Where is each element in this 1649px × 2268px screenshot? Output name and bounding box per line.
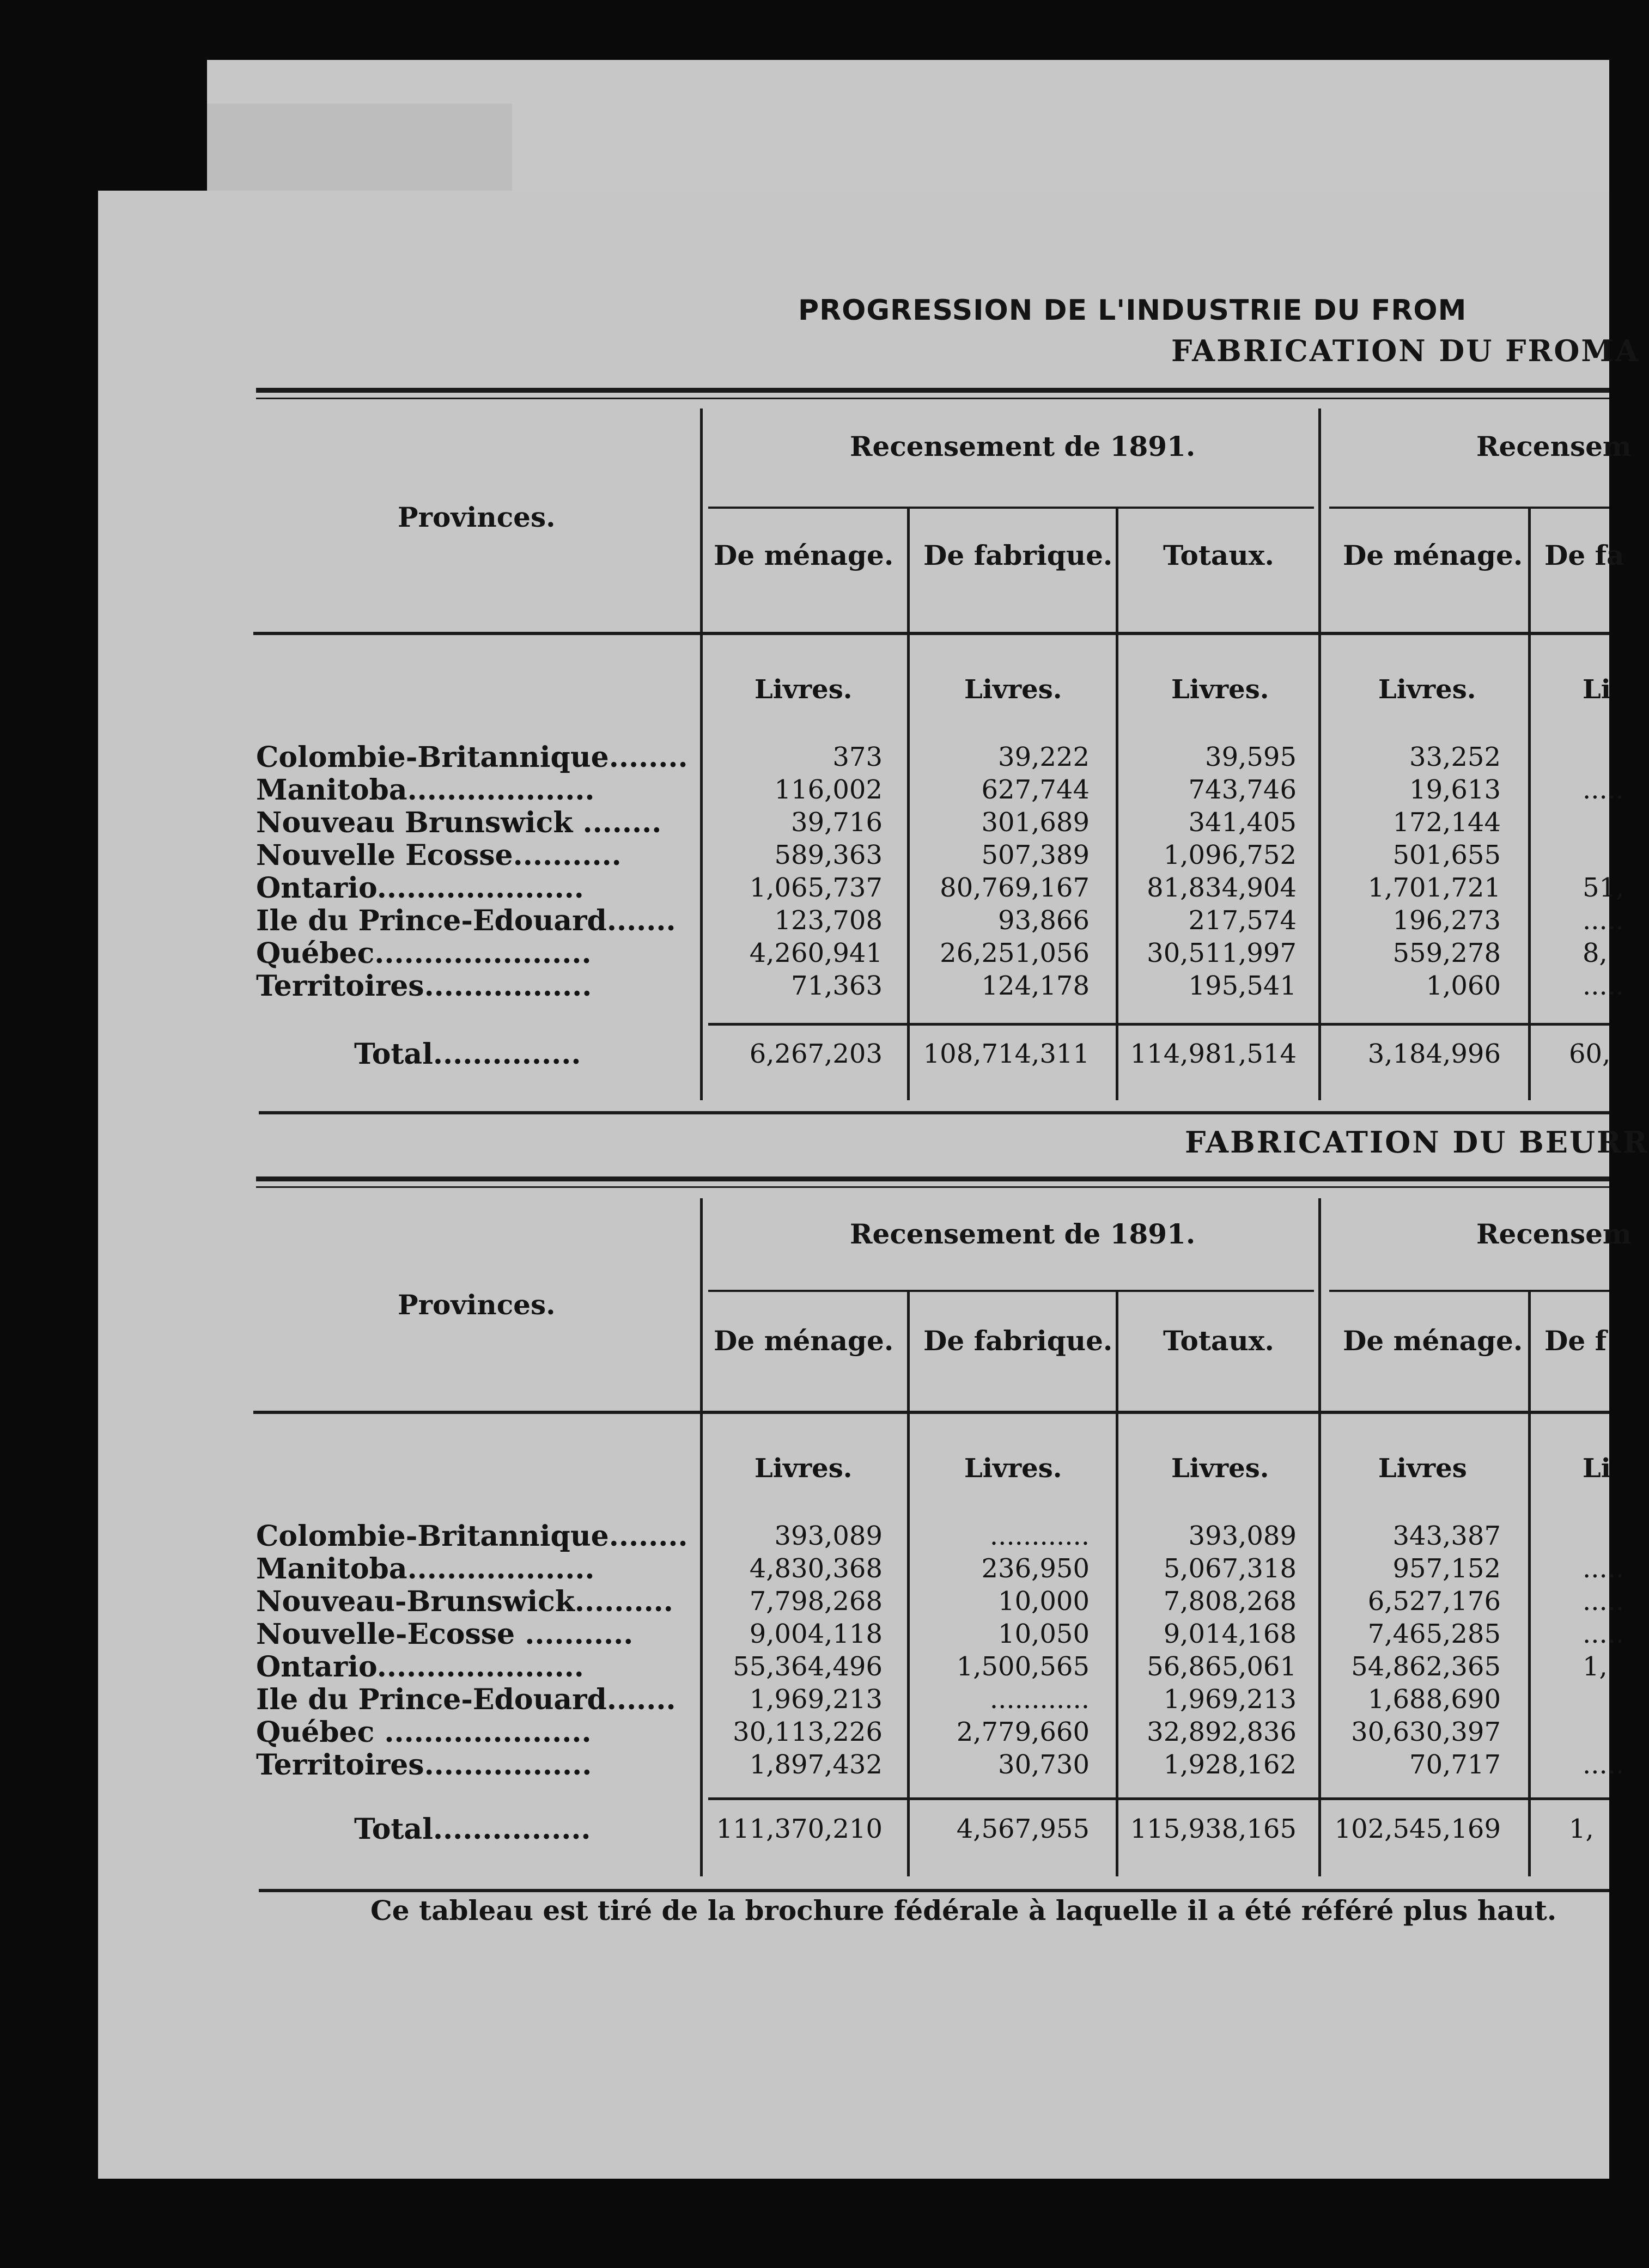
table-cell: 51, [1583,873,1624,903]
unit-label: Li [1583,1453,1611,1484]
table-cell: 195,541 [1188,971,1297,1001]
table-cell: 1,897,432 [749,1749,883,1780]
table-cell: 30,730 [998,1749,1090,1780]
total-cell: 108,714,311 [923,1039,1090,1069]
column-header-rule [253,632,1609,635]
column-divider [1528,507,1531,1100]
table-cell: 32,892,836 [1147,1717,1297,1747]
table-cell: 5,067,318 [1163,1553,1297,1584]
table-cell: 1,065,737 [749,873,883,903]
table-cell: 33,252 [1409,742,1501,772]
provinces-header: Provinces. [398,501,556,533]
table-cell: 559,278 [1392,938,1501,968]
table-cell: 30,113,226 [733,1717,883,1747]
total-cell: 1, [1569,1814,1594,1844]
total-cell: 3,184,996 [1367,1039,1501,1069]
province-name: Colombie-Britannique........ [256,741,688,774]
unit-label: Livres. [754,1453,853,1484]
table-cell: 1,060 [1426,971,1501,1001]
table-cell: 743,746 [1188,775,1297,805]
table-cell: 172,144 [1392,807,1501,838]
table-cell: 341,405 [1188,807,1297,838]
column-header-menage: De ménage. [714,1325,894,1357]
table-cell: 124,178 [981,971,1090,1001]
table-cell: 93,866 [998,905,1090,936]
province-name: Nouveau Brunswick ........ [256,806,662,839]
column-header-fabrique: De fabrique. [923,1325,1113,1357]
unit-label: Li [1583,674,1611,705]
table-cell: 393,089 [1188,1521,1297,1551]
table-cell: 1,969,213 [749,1684,883,1715]
table-cell: 2,779,660 [956,1717,1090,1747]
province-name: Québec...................... [256,937,592,970]
table-cell: 39,222 [998,742,1090,772]
table-cell: 501,655 [1392,840,1501,870]
total-cell: 4,567,955 [956,1814,1090,1844]
table-cell: 39,716 [791,807,883,838]
unit-label: Livres [1378,1453,1467,1484]
background-paper-strip [207,103,512,196]
census-group-rule-next [1329,507,1609,509]
unit-label: Livres. [1171,674,1269,705]
unit-label: Livres. [1378,674,1476,705]
table-cell: 10,050 [998,1619,1090,1649]
table-cell: ..... [1583,1586,1624,1617]
table-cell: 8, [1583,938,1608,968]
table-cell: ..... [1583,971,1624,1001]
table-top-rule-thin [256,1186,1609,1188]
table-cell: 1,096,752 [1163,840,1297,870]
table-cell: ..... [1583,775,1624,805]
census-group-rule [708,1290,1314,1292]
table-bottom-rule [259,1111,1609,1114]
table-cell: 4,830,368 [749,1553,883,1584]
table-cell: 1,688,690 [1367,1684,1501,1715]
table-cell: 30,511,997 [1147,938,1297,968]
table-cell: 70,717 [1409,1749,1501,1780]
province-name: Nouvelle-Ecosse ........... [256,1618,634,1651]
table-cell: 7,798,268 [749,1586,883,1617]
column-header-totaux: Totaux. [1163,539,1274,571]
province-name: Ile du Prince-Edouard....... [256,904,676,937]
table-cell: ..... [1583,1749,1624,1780]
province-name: Territoires................. [256,970,592,1003]
table-cell: 393,089 [774,1521,883,1551]
column-header-rule [253,1411,1609,1414]
column-header-totaux: Totaux. [1163,1325,1274,1357]
table-cell: 301,689 [981,807,1090,838]
table-cell: 56,865,061 [1147,1651,1297,1682]
unit-label: Livres. [754,674,853,705]
table-cell: 7,808,268 [1163,1586,1297,1617]
column-header-partial: De f [1544,1325,1607,1357]
total-cell: 6,267,203 [749,1039,883,1069]
table-cell: 7,465,285 [1367,1619,1501,1649]
table-top-rule-thin [256,398,1609,399]
footnote: Ce tableau est tiré de la brochure fédérale à laquelle il a été référé plus haut. [370,1894,1557,1926]
table-cell: 81,834,904 [1147,873,1297,903]
column-header-menage-2: De ménage. [1343,539,1523,571]
table-cell: ............ [989,1521,1090,1551]
census-group-rule [708,507,1314,509]
table-cell: 589,363 [774,840,883,870]
table-cell: 1,701,721 [1367,873,1501,903]
table-cell: 55,364,496 [733,1651,883,1682]
total-cell: 111,370,210 [716,1814,883,1844]
total-cell: 115,938,165 [1130,1814,1297,1844]
province-name: Territoires................. [256,1748,592,1782]
table-cell: 71,363 [791,971,883,1001]
column-header-menage-2: De ménage. [1343,1325,1523,1357]
table-top-rule [256,388,1609,393]
total-cell: 60, [1569,1039,1611,1069]
table-cell: 1,928,162 [1163,1749,1297,1780]
table-cell: 10,000 [998,1586,1090,1617]
table-cell: ..... [1583,1553,1624,1584]
table-cell: 236,950 [981,1553,1090,1584]
total-cell: 102,545,169 [1334,1814,1501,1844]
province-name: Manitoba................... [256,773,595,807]
table-cell: 123,708 [774,905,883,936]
province-name: Nouvelle Ecosse........... [256,839,622,872]
table-top-rule [256,1176,1609,1181]
table-cell: ..... [1583,1619,1624,1649]
table-cell: 373 [832,742,883,772]
census-group-rule-next [1329,1290,1609,1292]
table-cell: 1, [1583,1651,1608,1682]
table-subtitle: FABRICATION DU FROMA [1171,333,1640,368]
census-1891-header: Recensement de 1891. [850,1218,1196,1250]
table-cell: ............ [989,1684,1090,1715]
table-cell: 217,574 [1188,905,1297,936]
census-next-header: Recensem [1476,430,1632,462]
table-cell: 39,595 [1205,742,1297,772]
table-cell: 4,260,941 [749,938,883,968]
table-cell: 343,387 [1392,1521,1501,1551]
table-cell: 30,630,397 [1351,1717,1501,1747]
column-divider [1528,1290,1531,1876]
table-cell: 196,273 [1392,905,1501,936]
province-name: Manitoba................... [256,1552,595,1586]
province-name: Colombie-Britannique........ [256,1520,688,1553]
total-label: Total............... [354,1038,581,1071]
table-cell: 80,769,167 [940,873,1090,903]
table-cell: 507,389 [981,840,1090,870]
table-cell: 627,744 [981,775,1090,805]
province-name: Québec ..................... [256,1716,592,1749]
total-cell: 114,981,514 [1130,1039,1297,1069]
table-cell: 1,500,565 [956,1651,1090,1682]
province-name: Ontario..................... [256,1650,584,1684]
sum-rule [708,1797,1609,1800]
census-1891-header: Recensement de 1891. [850,430,1196,462]
table-subtitle: FABRICATION DU BEURR [1185,1125,1649,1160]
table-cell: 9,014,168 [1163,1619,1297,1649]
provinces-header: Provinces. [398,1289,556,1321]
document-page [98,191,1649,2179]
unit-label: Livres. [964,674,1062,705]
column-header-fabrique: De fabrique. [923,539,1113,571]
unit-label: Livres. [1171,1453,1269,1484]
sum-rule [708,1023,1609,1026]
column-header-menage: De ménage. [714,539,894,571]
table-cell: 54,862,365 [1351,1651,1501,1682]
table-cell: 26,251,056 [940,938,1090,968]
table-cell: ..... [1583,905,1624,936]
total-label: Total................ [354,1813,591,1846]
province-name: Ontario..................... [256,871,584,905]
table-cell: 957,152 [1392,1553,1501,1584]
unit-label: Livres. [964,1453,1062,1484]
table-cell: 9,004,118 [749,1619,883,1649]
table-cell: 116,002 [774,775,883,805]
table-cell: 6,527,176 [1367,1586,1501,1617]
table-cell: 19,613 [1409,775,1501,805]
table-bottom-rule [259,1889,1609,1892]
province-name: Ile du Prince-Edouard....... [256,1683,676,1716]
province-name: Nouveau-Brunswick.......... [256,1585,673,1618]
census-next-header: Recensem [1476,1218,1632,1250]
table-cell: 1,969,213 [1163,1684,1297,1715]
page-title: PROGRESSION DE L'INDUSTRIE DU FROM [798,294,1467,327]
column-header-partial: De fa [1544,539,1624,571]
